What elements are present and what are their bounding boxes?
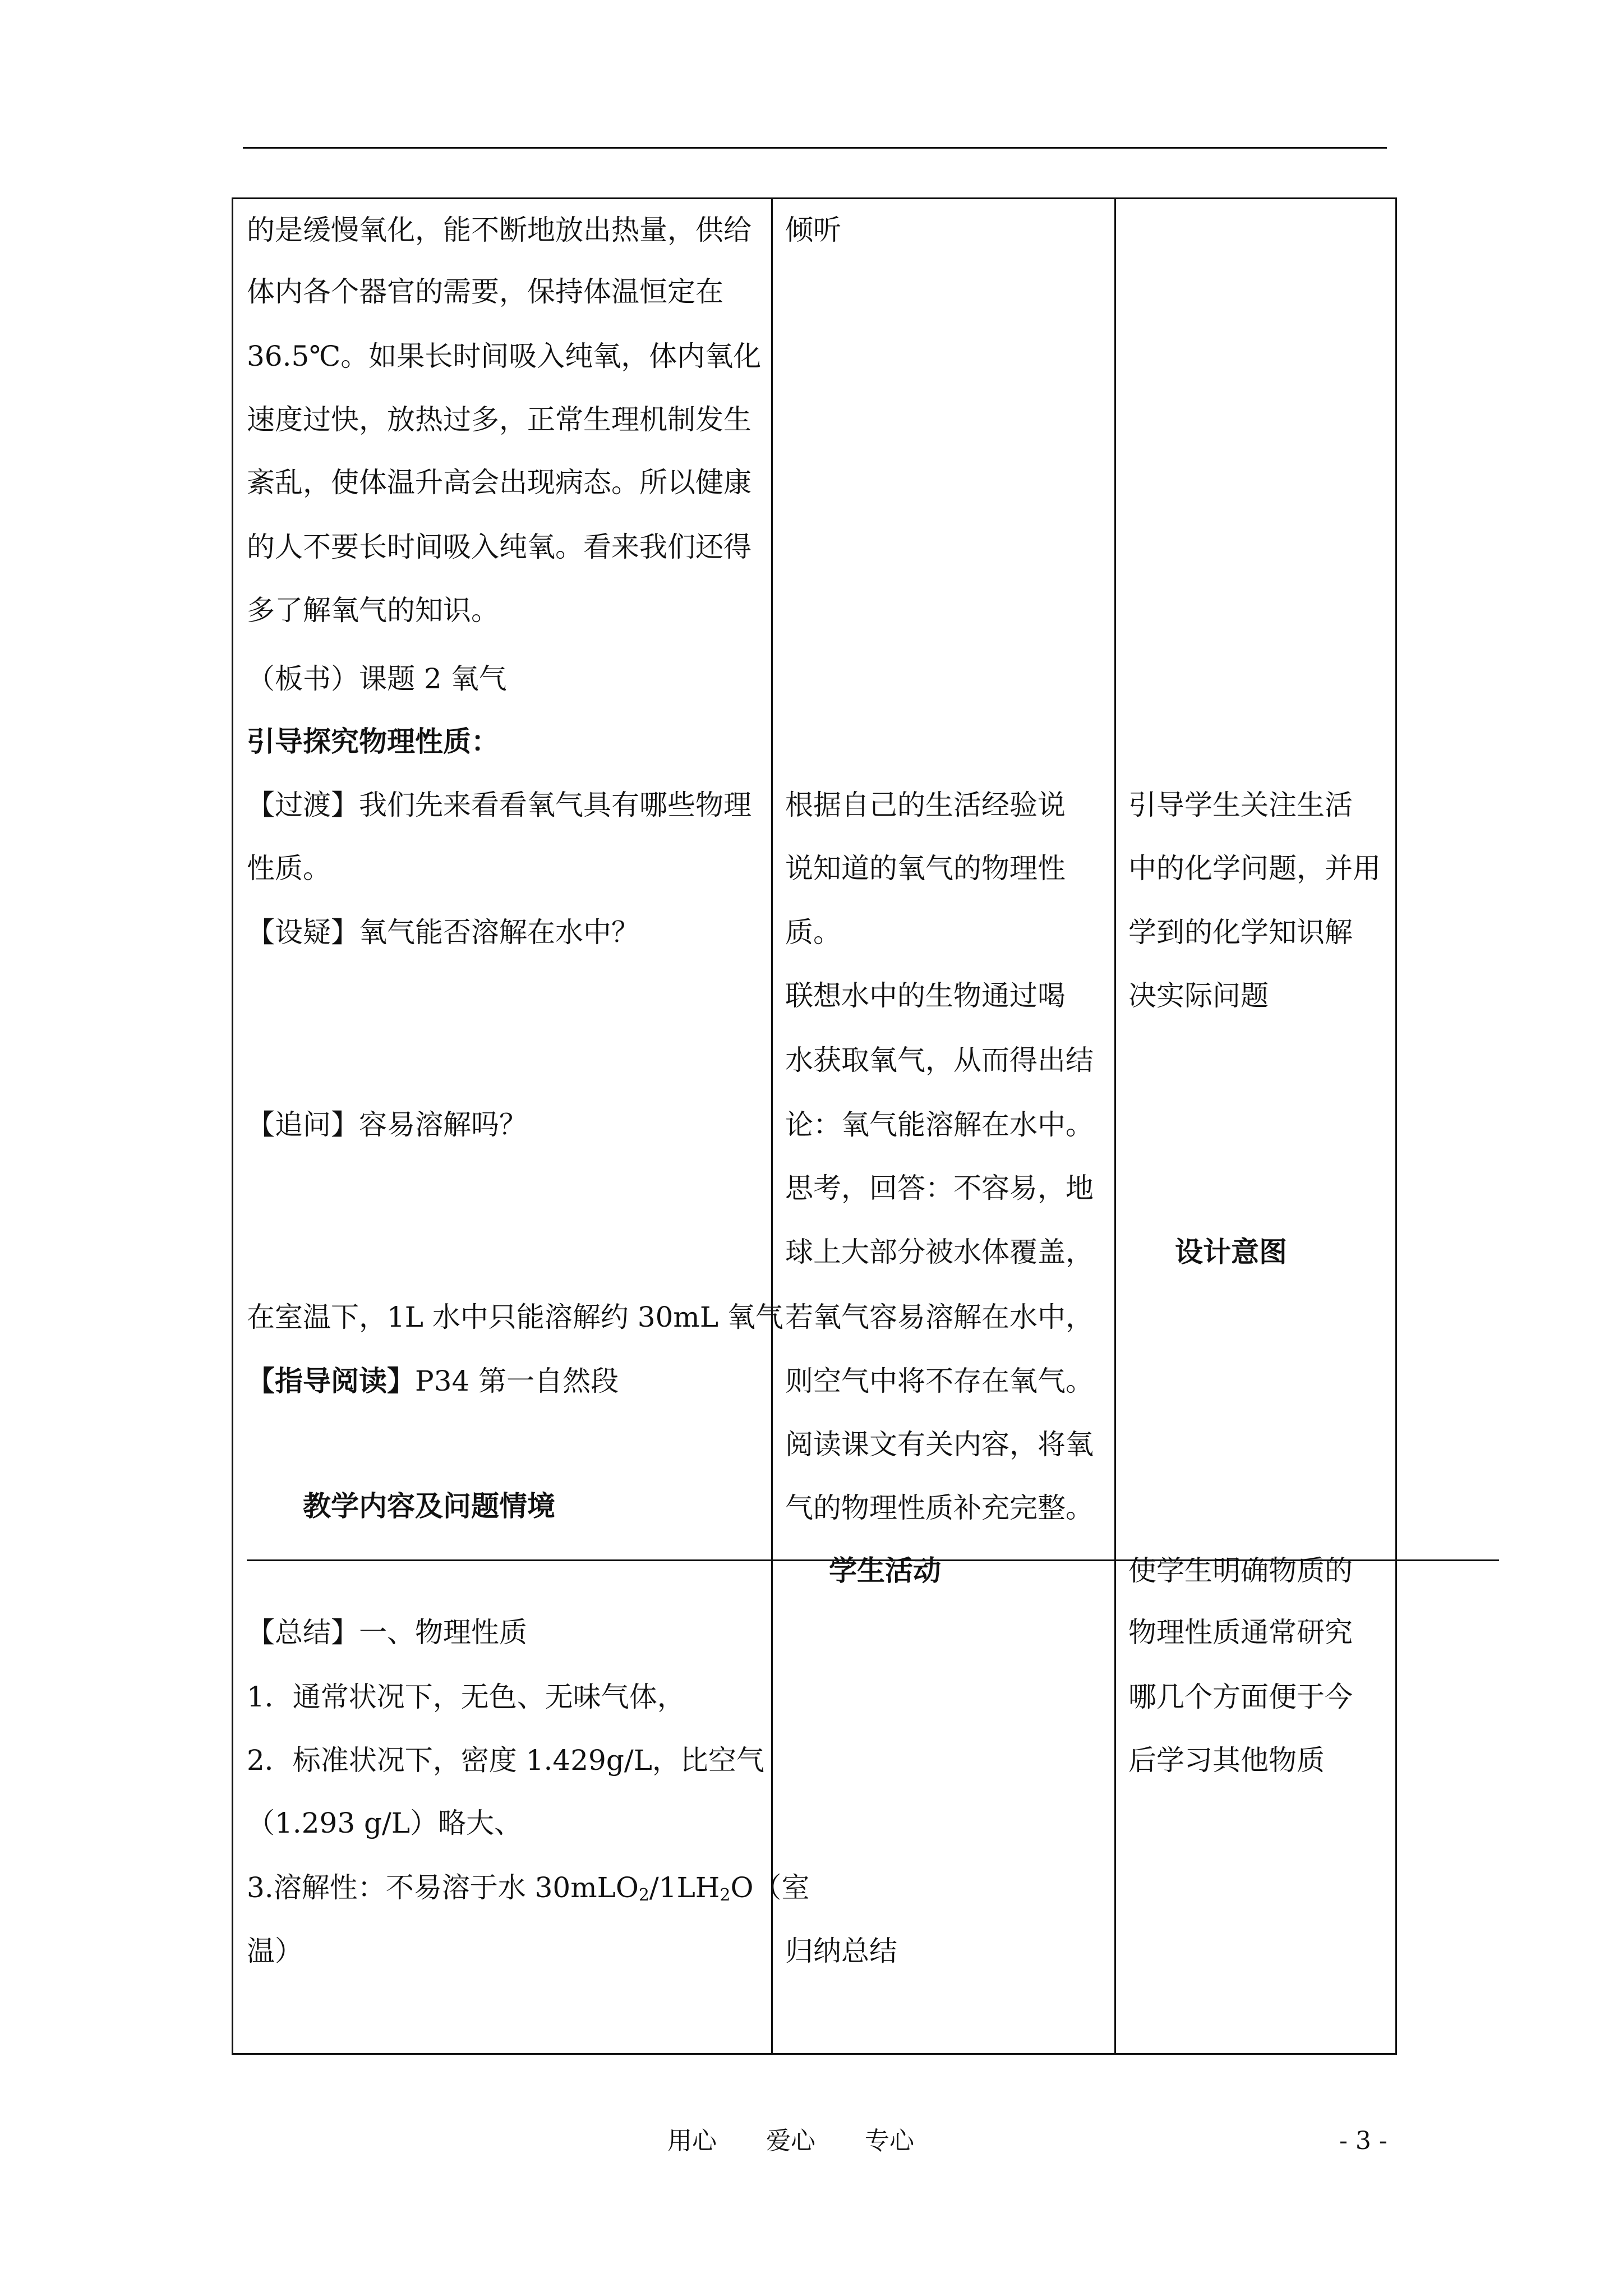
header-content: 教学内容及问题情境 <box>303 1489 555 1522</box>
text-line: 多了解氧气的知识。 <box>247 594 499 627</box>
transition-line: 性质。 <box>247 852 331 885</box>
page-number: - 3 - <box>1339 2127 1387 2155</box>
transition-line: 【过渡】我们先来看看氧气具有哪些物理 <box>247 789 751 821</box>
activity-line: 说知道的氧气的物理性 <box>785 852 1066 885</box>
header-rule <box>243 147 1387 149</box>
header-intent: 设计意图 <box>1175 1235 1287 1268</box>
activity-line: 水获取氧气，从而得出结 <box>785 1044 1094 1076</box>
activity-line: 阅读课文有关内容，将氧 <box>785 1428 1094 1461</box>
table-col-divider-1 <box>771 197 773 2055</box>
property-item: （1.293 g/L）略大、 <box>247 1807 523 1839</box>
activity-line: 思考，回答：不容易，地 <box>785 1172 1094 1204</box>
activity-line: 质。 <box>785 916 841 949</box>
text-line: 36.5℃。如果长时间吸入纯氧，体内氧化 <box>247 340 762 372</box>
intent-line: 后学习其他物质 <box>1128 1744 1325 1777</box>
reading-line <box>247 1364 619 1398</box>
property-item: 3.溶解性：不易溶于水 $30mLO_2/1LH_2O$（室 <box>247 1871 810 1905</box>
activity-line: 论：氧气能溶解在水中。 <box>785 1108 1094 1141</box>
property-item: 2．标准状况下，密度 1.429g/L，比空气 <box>247 1744 764 1777</box>
listen-text: 倾听 <box>785 214 841 246</box>
text-line: 体内各个器官的需要，保持体温恒定在 <box>247 275 723 308</box>
summary-line: 【总结】一、物理性质 <box>247 1616 527 1649</box>
activity-line: 气的物理性质补充完整。 <box>785 1492 1094 1524</box>
header-activity: 学生活动 <box>829 1554 941 1587</box>
text-line: 的是缓慢氧化，能不断地放出热量，供给 <box>247 214 751 246</box>
reading-rest: P34 第一自然段 <box>415 1365 619 1397</box>
question-line: 【设疑】氧气能否溶解在水中？ <box>247 916 639 949</box>
property-item: 温） <box>247 1935 303 1967</box>
table-col-divider-2 <box>1114 197 1116 2055</box>
reading-bracket: 【指导阅读】 <box>247 1364 415 1397</box>
followup-line: 【追问】容易溶解吗？ <box>247 1108 527 1141</box>
intent-line: 哪几个方面便于今 <box>1128 1681 1353 1713</box>
footer-motto: 用心 爱心 专心 <box>667 2127 914 2155</box>
board-title: （板书）课题 2 氧气 <box>247 662 507 695</box>
room-temp-line: 在室温下，1L 水中只能溶解约 30mL 氧气 <box>247 1301 783 1333</box>
text-line: 紊乱，使体温升高会出现病态。所以健康 <box>247 466 751 499</box>
text-line: 的人不要长时间吸入纯氧。看来我们还得 <box>247 531 751 563</box>
activity-line: 球上大部分被水体覆盖， <box>785 1236 1094 1268</box>
intent-line: 中的化学问题，并用 <box>1128 852 1381 885</box>
table-right-border <box>1395 197 1397 2055</box>
property-item: 1．通常状况下，无色、无味气体， <box>247 1681 685 1713</box>
intent-line: 物理性质通常研究 <box>1128 1616 1353 1649</box>
text-line: 速度过快，放热过多，正常生理机制发生 <box>247 403 751 436</box>
guide-heading: 引导探究物理性质： <box>247 725 499 758</box>
table-top-border <box>232 197 1397 199</box>
activity-line: 则空气中将不存在氧气。 <box>785 1365 1094 1397</box>
activity-line: 根据自己的生活经验说 <box>785 789 1066 821</box>
intent-line: 决实际问题 <box>1128 979 1269 1012</box>
activity-line: 若氧气容易溶解在水中， <box>785 1301 1094 1333</box>
intent-line: 学到的化学知识解 <box>1128 916 1353 949</box>
table-left-border <box>232 197 233 2055</box>
activity-line: 联想水中的生物通过喝 <box>785 979 1066 1012</box>
summarize-text: 归纳总结 <box>785 1935 897 1967</box>
intent-line: 引导学生关注生活 <box>1128 789 1353 821</box>
table-bottom-border <box>232 2053 1397 2055</box>
intent-line: 使学生明确物质的 <box>1128 1554 1353 1587</box>
